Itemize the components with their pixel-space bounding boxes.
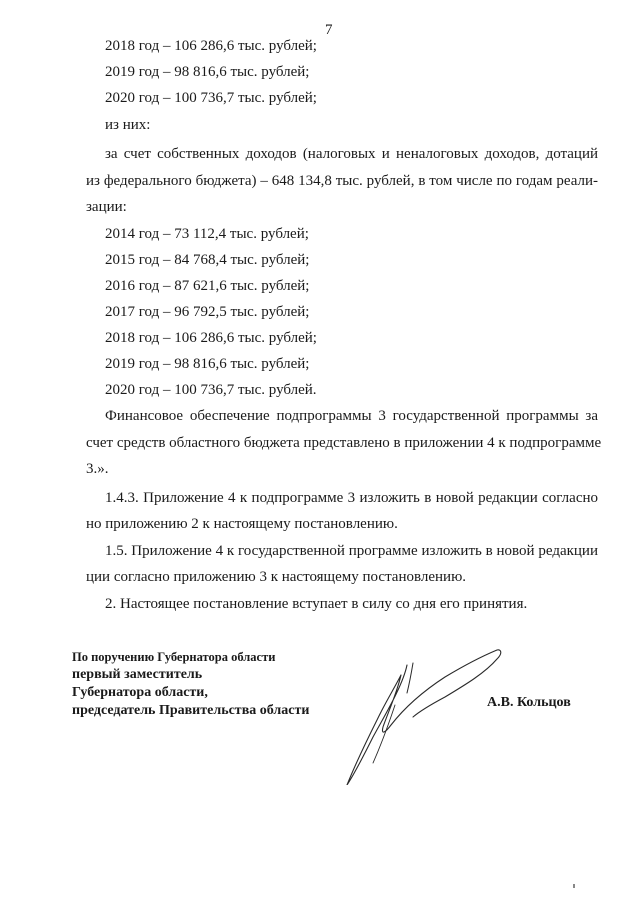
- year-line: 2020 год – 100 736,7 тыс. рублей;: [105, 90, 317, 106]
- year-line: 2018 год – 106 286,6 тыс. рублей;: [105, 330, 317, 346]
- scan-mark: [573, 884, 575, 888]
- signer-name: А.В. Кольцов: [487, 695, 571, 710]
- year-line: 2019 год – 98 816,6 тыс. рублей;: [105, 356, 310, 372]
- item-15-line-2: ции согласно приложению 3 к настоящему постановлению.: [86, 569, 467, 585]
- year-line: 2016 год – 87 621,6 тыс. рублей;: [105, 278, 310, 294]
- own-income-line-2: из федерального бюджета) – 648 134,8 тыс. рублей, в том числе по годам реали-: [86, 173, 598, 189]
- page-number: 7: [325, 22, 333, 38]
- financing-line-1: Финансовое обеспечение подпрограммы 3 государственной программы за: [105, 408, 598, 424]
- signature-line-2: первый заместитель: [72, 667, 203, 682]
- handwritten-signature: [325, 645, 515, 785]
- item-15-line-1: 1.5. Приложение 4 к государственной программе изложить в новой редакции: [105, 543, 598, 559]
- financing-line-3: 3.».: [86, 461, 109, 477]
- year-line: 2015 год – 84 768,4 тыс. рублей;: [105, 252, 310, 268]
- financing-line-2: счет средств областного бюджета представлено в приложении 4 к подпрограмме: [86, 435, 602, 451]
- year-line: 2020 год – 100 736,7 тыс. рублей.: [105, 382, 317, 398]
- year-line: 2019 год – 98 816,6 тыс. рублей;: [105, 64, 310, 80]
- year-line: 2017 год – 96 792,5 тыс. рублей;: [105, 304, 310, 320]
- own-income-line-1: за счет собственных доходов (налоговых и неналоговых доходов, дотаций: [105, 146, 598, 162]
- own-income-line-3: зации:: [86, 199, 127, 215]
- signature-line-3: Губернатора области,: [72, 685, 208, 700]
- signature-line-1: По поручению Губернатора области: [72, 650, 276, 664]
- signature-line-4: председатель Правительства области: [72, 703, 310, 718]
- iz-nih-label: из них:: [105, 117, 151, 133]
- signature-block: [72, 648, 309, 720]
- item-143-line-1: 1.4.3. Приложение 4 к подпрограмме 3 изложить в новой редакции согласно: [105, 490, 598, 506]
- item-2-line: 2. Настоящее постановление вступает в силу со дня его принятия.: [105, 596, 528, 612]
- item-143-line-2: но приложению 2 к настоящему постановлению.: [86, 516, 398, 532]
- year-line: 2018 год – 106 286,6 тыс. рублей;: [105, 38, 317, 54]
- year-line: 2014 год – 73 112,4 тыс. рублей;: [105, 226, 309, 242]
